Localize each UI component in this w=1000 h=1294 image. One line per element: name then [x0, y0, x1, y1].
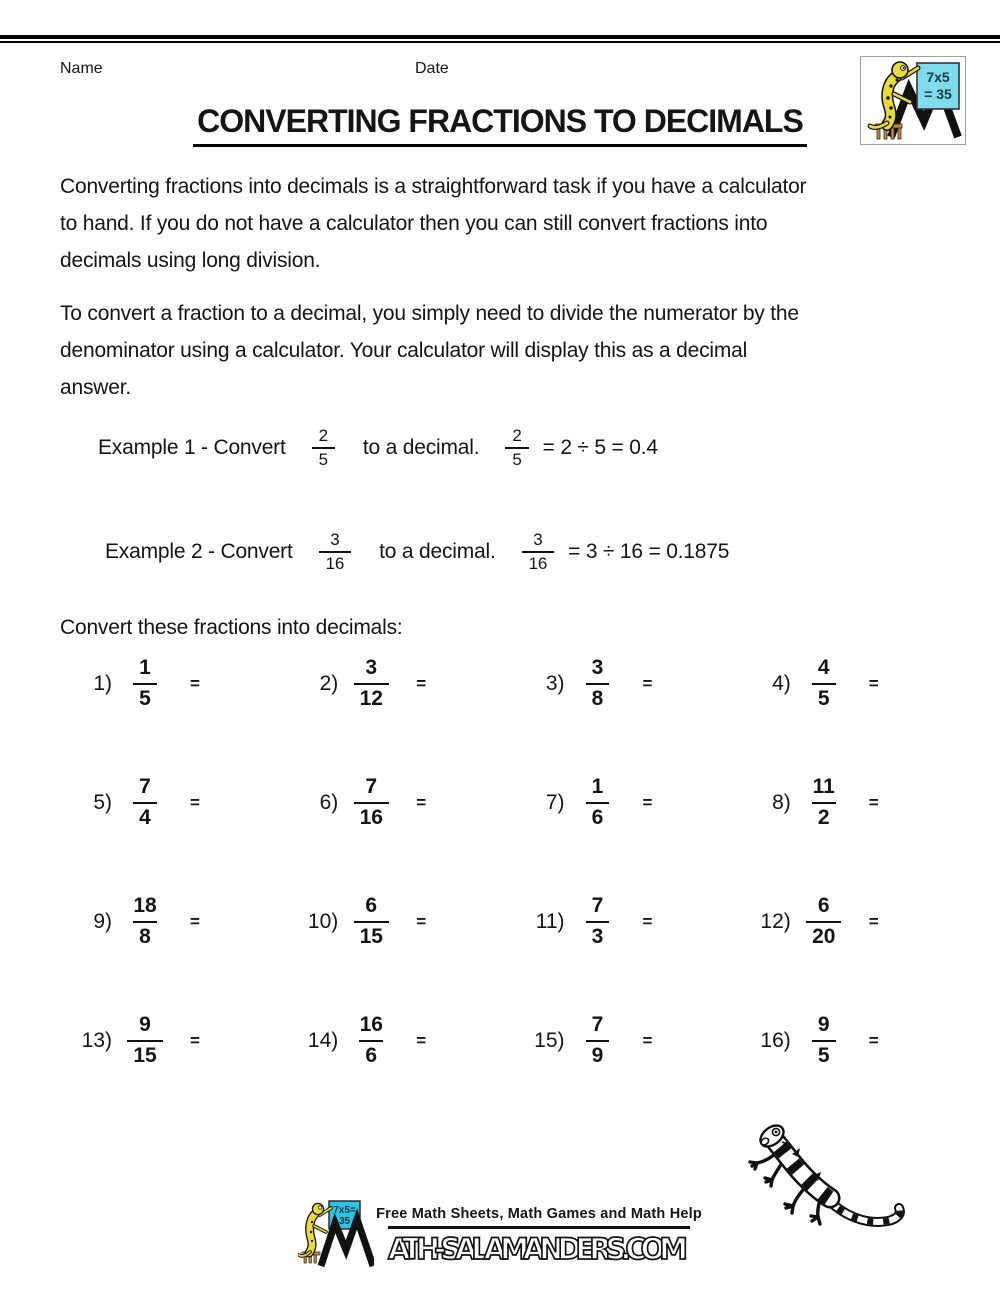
date-label: Date	[415, 60, 449, 77]
fraction	[124, 1013, 166, 1067]
fraction	[577, 775, 619, 829]
numerator: 2	[318, 426, 328, 446]
denominator: 5	[812, 1040, 836, 1068]
problem-3	[513, 624, 739, 743]
problem-15	[513, 981, 739, 1100]
denominator: 2	[812, 802, 836, 830]
equals-sign: =	[642, 1030, 653, 1050]
problem-number: 8)	[772, 790, 791, 814]
numerator: 7	[365, 775, 378, 799]
denominator: 15	[354, 921, 389, 949]
equals-sign: =	[642, 911, 653, 931]
equals-sign: =	[868, 911, 879, 931]
denominator: 16	[319, 551, 352, 573]
fraction	[522, 531, 555, 573]
problem-number: 13)	[81, 1028, 112, 1052]
example-intro: Example 2 - Convert	[105, 540, 293, 563]
problem-13	[60, 981, 286, 1100]
fraction	[577, 894, 619, 948]
problems-grid	[60, 624, 965, 1100]
equals-sign: =	[416, 792, 427, 812]
denominator: 16	[522, 551, 555, 573]
problem-number: 4)	[772, 671, 791, 695]
problem-6	[286, 743, 512, 862]
equals-sign: =	[190, 911, 200, 931]
svg-text:35: 35	[339, 1216, 351, 1227]
denominator: 8	[586, 683, 610, 711]
numerator: 2	[512, 426, 522, 446]
wordmark-text: ATH-SALAMANDERS.COM	[387, 1232, 688, 1266]
footer-wordmark	[386, 1230, 692, 1268]
name-label: Name	[60, 60, 103, 77]
example-2	[105, 524, 729, 580]
fraction	[577, 1013, 619, 1067]
problem-2	[286, 624, 512, 743]
denominator: 9	[586, 1040, 610, 1068]
numerator: 18	[133, 894, 157, 918]
denominator: 6	[359, 1040, 383, 1068]
footer	[0, 1198, 1000, 1273]
footer-logo	[298, 1200, 374, 1273]
problem-number: 10)	[307, 909, 339, 933]
fraction	[124, 894, 166, 948]
top-divider	[0, 35, 1000, 43]
denominator: 12	[354, 683, 389, 711]
example-middle: to a decimal.	[379, 540, 496, 563]
paragraph-line: answer.	[60, 376, 131, 399]
denominator: 3	[586, 921, 610, 949]
numerator: 1	[139, 656, 151, 680]
problem-4	[739, 624, 965, 743]
example-intro: Example 1 - Convert	[98, 436, 286, 459]
fraction	[124, 656, 166, 710]
numerator: 7	[139, 775, 151, 799]
footer-text-block	[376, 1198, 702, 1268]
numerator: 1	[591, 775, 604, 799]
problem-number: 3)	[545, 671, 565, 695]
equals-sign: =	[416, 1030, 427, 1050]
footer-divider	[388, 1226, 690, 1229]
problem-12	[739, 862, 965, 981]
paragraph-line: decimals using long division.	[60, 249, 321, 272]
problem-1	[60, 624, 286, 743]
fraction	[124, 775, 166, 829]
numerator: 6	[817, 894, 830, 918]
problem-number: 14)	[307, 1028, 339, 1052]
numerator: 3	[330, 530, 340, 550]
problem-number: 2)	[319, 671, 339, 695]
numerator: 6	[365, 894, 378, 918]
problem-number: 7)	[545, 790, 565, 814]
fraction	[577, 656, 619, 710]
paragraph-line: To convert a fraction to a decimal, you simply need to divide the numerator by the	[60, 302, 799, 325]
problem-14	[286, 981, 512, 1100]
equals-sign: =	[868, 673, 879, 693]
problem-8	[739, 743, 965, 862]
fraction	[803, 894, 845, 948]
equals-sign: =	[642, 792, 653, 812]
fraction	[803, 656, 845, 710]
paragraph-line: Converting fractions into decimals is a straightforward task if you have a calculator	[60, 175, 807, 198]
problem-number: 12)	[760, 909, 791, 933]
denominator: 4	[133, 802, 157, 830]
problem-number: 6)	[319, 790, 339, 814]
equals-sign: =	[190, 1030, 200, 1050]
problem-number: 16)	[760, 1028, 791, 1052]
problem-16	[739, 981, 965, 1100]
numerator: 11	[812, 775, 835, 799]
denominator: 8	[133, 921, 157, 949]
fraction	[505, 427, 528, 469]
numerator: 7	[591, 1013, 604, 1037]
equals-sign: =	[642, 673, 653, 693]
problem-number: 9)	[93, 909, 112, 933]
fraction	[312, 427, 335, 469]
equals-sign: =	[416, 673, 427, 693]
equals-sign: =	[868, 1030, 879, 1050]
problem-number: 15)	[534, 1028, 565, 1052]
problem-5	[60, 743, 286, 862]
equals-sign: =	[868, 792, 879, 812]
denominator: 5	[312, 447, 335, 469]
intro-paragraph-1	[60, 168, 960, 279]
problem-7	[513, 743, 739, 862]
denominator: 5	[133, 683, 157, 711]
numerator: 9	[817, 1013, 830, 1037]
equals-sign: =	[416, 911, 427, 931]
denominator: 5	[505, 447, 528, 469]
problem-number: 5)	[93, 790, 112, 814]
fraction	[803, 775, 845, 829]
paragraph-line: to hand. If you do not have a calculator then you can still convert fractions into	[60, 212, 768, 235]
example-result: = 3 ÷ 16 = 0.1875	[568, 540, 730, 563]
fraction	[803, 1013, 845, 1067]
problem-11	[513, 862, 739, 981]
problem-number: 11)	[535, 909, 565, 933]
fraction	[350, 775, 392, 829]
intro-paragraph-2	[60, 295, 960, 406]
example-result: = 2 ÷ 5 = 0.4	[542, 436, 658, 459]
footer-tagline: Free Math Sheets, Math Games and Math Help	[376, 1206, 702, 1222]
page-title: CONVERTING FRACTIONS TO DECIMALS	[193, 103, 807, 147]
numerator: 7	[591, 894, 604, 918]
numerator: 16	[359, 1013, 383, 1037]
problem-10	[286, 862, 512, 981]
numerator: 3	[533, 530, 543, 550]
numerator: 3	[591, 656, 604, 680]
svg-text:= 35: = 35	[924, 86, 952, 102]
denominator: 16	[354, 802, 389, 830]
instruction-text: Convert these fractions into decimals:	[60, 616, 403, 639]
example-middle: to a decimal.	[362, 436, 480, 459]
equals-sign: =	[190, 792, 200, 812]
example-1	[98, 420, 658, 476]
svg-text:7x5=: 7x5=	[333, 1205, 356, 1216]
problem-number: 1)	[93, 671, 112, 695]
numerator: 4	[817, 656, 830, 680]
equals-sign: =	[190, 673, 200, 693]
denominator: 20	[806, 921, 841, 949]
fraction	[319, 531, 352, 573]
fraction	[350, 656, 392, 710]
problem-9	[60, 862, 286, 981]
numerator: 3	[365, 656, 378, 680]
fraction	[350, 1013, 392, 1067]
paragraph-line: denominator using a calculator. Your calculator will display this as a decimal	[60, 339, 748, 362]
denominator: 6	[586, 802, 610, 830]
numerator: 9	[139, 1013, 151, 1037]
svg-text:7x5: 7x5	[926, 69, 950, 85]
denominator: 5	[812, 683, 836, 711]
denominator: 15	[127, 1040, 162, 1068]
fraction	[350, 894, 392, 948]
